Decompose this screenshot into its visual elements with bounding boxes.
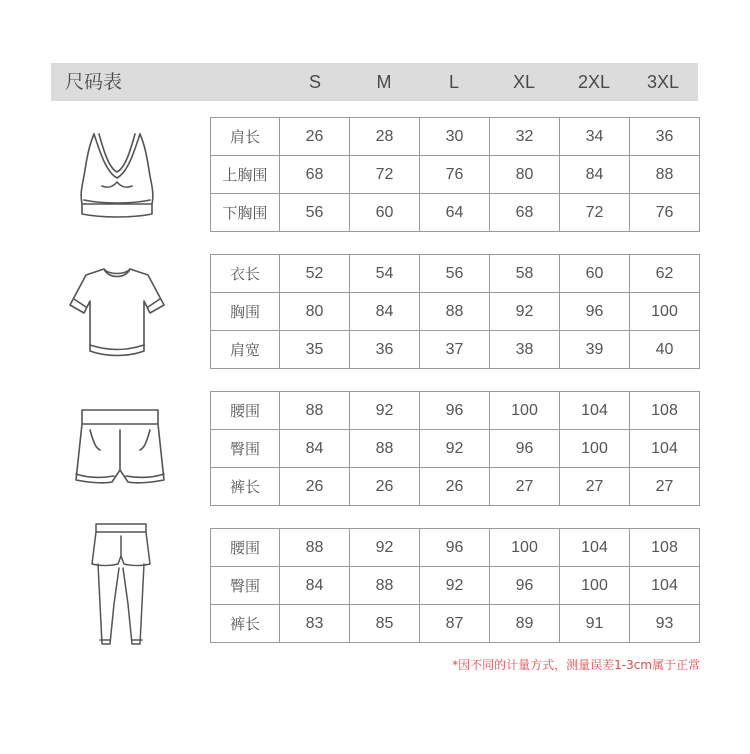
size-header-s: S: [308, 72, 321, 92]
cell-value: 104: [560, 392, 630, 430]
cell-value: 26: [280, 118, 350, 156]
leggings-with-shorts-icon: [88, 518, 154, 652]
cell-value: 84: [560, 156, 630, 194]
cell-value: 88: [420, 293, 490, 331]
cell-value: 32: [490, 118, 560, 156]
table-row: [211, 468, 700, 506]
cell-value: 100: [490, 529, 560, 567]
cell-value: 36: [630, 118, 700, 156]
row-label: 裤长: [211, 468, 280, 506]
cell-value: 54: [350, 255, 420, 293]
cell-value: 92: [350, 392, 420, 430]
cell-value: 96: [490, 567, 560, 605]
cell-value: 104: [630, 567, 700, 605]
row-label: 肩宽: [211, 331, 280, 369]
cell-value: 76: [420, 156, 490, 194]
cell-value: 100: [560, 567, 630, 605]
size-table-tshirt: [210, 254, 700, 369]
cell-value: 93: [630, 605, 700, 643]
cell-value: 80: [280, 293, 350, 331]
table-row: [211, 118, 700, 156]
row-label: 腰围: [211, 529, 280, 567]
cell-value: 34: [560, 118, 630, 156]
row-label: 衣长: [211, 255, 280, 293]
size-table-bra: [210, 117, 700, 232]
row-label: 腰围: [211, 392, 280, 430]
size-header-m: M: [376, 72, 392, 92]
row-label: 肩长: [211, 118, 280, 156]
cell-value: 35: [280, 331, 350, 369]
table-row: [211, 392, 700, 430]
cell-value: 37: [420, 331, 490, 369]
row-label: 胸围: [211, 293, 280, 331]
cell-value: 68: [490, 194, 560, 232]
cell-value: 56: [420, 255, 490, 293]
table-row: [211, 194, 700, 232]
row-label: 下胸围: [211, 194, 280, 232]
cell-value: 100: [490, 392, 560, 430]
sports-bra-icon: [72, 128, 162, 220]
cell-value: 88: [350, 430, 420, 468]
cell-value: 108: [630, 529, 700, 567]
cell-value: 80: [490, 156, 560, 194]
cell-value: 27: [630, 468, 700, 506]
cell-value: 83: [280, 605, 350, 643]
cell-value: 38: [490, 331, 560, 369]
cell-value: 84: [280, 567, 350, 605]
cell-value: 88: [350, 567, 420, 605]
row-label: 臀围: [211, 567, 280, 605]
cell-value: 91: [560, 605, 630, 643]
cell-value: 60: [560, 255, 630, 293]
cell-value: 87: [420, 605, 490, 643]
cell-value: 96: [560, 293, 630, 331]
cell-value: 84: [280, 430, 350, 468]
cell-value: 96: [490, 430, 560, 468]
cell-value: 92: [420, 567, 490, 605]
size-chart-header: [51, 63, 698, 101]
cell-value: 26: [280, 468, 350, 506]
size-header-3xl: 3XL: [646, 72, 680, 92]
cell-value: 100: [630, 293, 700, 331]
table-row: [211, 156, 700, 194]
cell-value: 58: [490, 255, 560, 293]
size-table-leggings: [210, 528, 700, 643]
cell-value: 104: [630, 430, 700, 468]
cell-value: 36: [350, 331, 420, 369]
cell-value: 76: [630, 194, 700, 232]
table-row: [211, 255, 700, 293]
crop-tshirt-icon: [68, 265, 166, 361]
cell-value: 40: [630, 331, 700, 369]
row-label: 上胸围: [211, 156, 280, 194]
cell-value: 88: [280, 529, 350, 567]
cell-value: 96: [420, 529, 490, 567]
cell-value: 52: [280, 255, 350, 293]
cell-value: 56: [280, 194, 350, 232]
size-header-l: L: [448, 72, 459, 92]
size-header-xl: XL: [512, 72, 536, 92]
cell-value: 92: [350, 529, 420, 567]
table-row: [211, 529, 700, 567]
cell-value: 26: [420, 468, 490, 506]
size-header-2xl: 2XL: [577, 72, 611, 92]
page-title: 尺码表: [65, 71, 123, 93]
cell-value: 89: [490, 605, 560, 643]
cell-value: 68: [280, 156, 350, 194]
cell-value: 100: [560, 430, 630, 468]
cell-value: 72: [350, 156, 420, 194]
table-row: [211, 567, 700, 605]
cell-value: 39: [560, 331, 630, 369]
cell-value: 92: [420, 430, 490, 468]
table-row: [211, 293, 700, 331]
cell-value: 96: [420, 392, 490, 430]
cell-value: 64: [420, 194, 490, 232]
cell-value: 27: [490, 468, 560, 506]
cell-value: 85: [350, 605, 420, 643]
cell-value: 62: [630, 255, 700, 293]
cell-value: 84: [350, 293, 420, 331]
cell-value: 108: [630, 392, 700, 430]
cell-value: 60: [350, 194, 420, 232]
table-row: [211, 331, 700, 369]
cell-value: 88: [630, 156, 700, 194]
cell-value: 30: [420, 118, 490, 156]
cell-value: 27: [560, 468, 630, 506]
table-row: [211, 430, 700, 468]
measurement-note: *因不同的计量方式，测量误差1-3cm属于正常: [452, 658, 700, 672]
row-label: 裤长: [211, 605, 280, 643]
cell-value: 88: [280, 392, 350, 430]
cell-value: 72: [560, 194, 630, 232]
row-label: 臀围: [211, 430, 280, 468]
cell-value: 26: [350, 468, 420, 506]
cell-value: 104: [560, 529, 630, 567]
cell-value: 92: [490, 293, 560, 331]
size-table-shorts: [210, 391, 700, 506]
shorts-icon: [72, 400, 168, 496]
cell-value: 28: [350, 118, 420, 156]
table-row: [211, 605, 700, 643]
